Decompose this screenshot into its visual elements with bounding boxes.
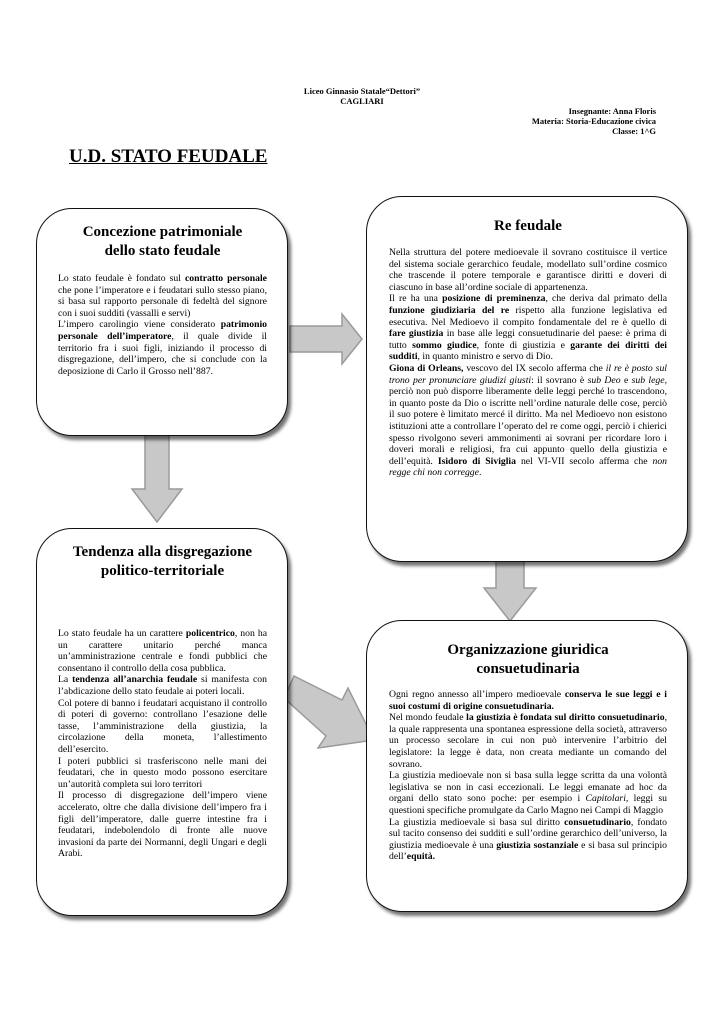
box-body: Lo stato feudale è fondato sul contratto personale che pone l’imperatore e i feudatari sullo stesso piano, si basa sul rapporto personale di fedeltà del signore con i suoi sudditi (vassalli e servi) L’impero carolingio viene considerato patrimonio personale dell’imperatore, il quale divide il territorio fra i suoi figli, iniziando il processo di disgregazione, dell’impero, che si conclude con la deposizione di Carlo il Grosso nell’887. bbox=[58, 273, 267, 377]
box-feudal-king bbox=[366, 196, 688, 562]
box-disintegration-tendency bbox=[36, 528, 288, 916]
box-body: Nella struttura del potere medioevale il sovrano costituisce il vertice del sistema sociale gerarchico feudale, modellato sull’ordine cosmico che trascende il potere temporale e garantisce diritti e doveri di ciascuno in base all’ordine sociale di appartenenza. Il re ha una posizione di preminenza, che deriva dal primato della funzione giudiziaria del re rispetto alla funzione legislativa ed esecutiva. Nel Medioevo il compito fondamentale del re è quello di fare giustizia in base alle leggi consuetudinarie del paese: è prima di tutto sommo giudice, fonte di giustizia e garante dei diritti dei sudditi, in quanto ministro e servo di Dio. Giona di Orleans, vescovo del IX secolo afferma che il re è posto sul trono per pronunciare giudizi giusti: il sovrano è sub Deo e sub lege, perciò non può disporre liberamente delle leggi perché lo trascendono, in quanto poste da Dio o iscritte nell’ordine naturale delle cose, perciò il suo potere è limitato mercé il diritto. Ma nel Medioevo non esistono istituzioni atte a controllare l’operato del re come oggi, perciò i chierici spesso rivolgono severi ammonimenti ai sovrani per ricordare loro i doveri morali e religiosi, fra cui appunto quello della giustizia e dell’equità. Isidoro di Siviglia nel VI-VII secolo afferma che non regge chi non corregge. bbox=[389, 247, 668, 479]
subject-name: Materia: Storia-Educazione civica bbox=[531, 116, 656, 126]
box-heading: Organizzazione giuridica consuetudinaria bbox=[447, 642, 609, 677]
teacher-info bbox=[532, 106, 656, 136]
page-title: U.D. STATO FEUDALE bbox=[69, 146, 268, 167]
box-heading: Concezione patrimoniale dello stato feudale bbox=[82, 224, 243, 259]
school-city: CAGLIARI bbox=[340, 96, 384, 106]
arrow-down-icon bbox=[130, 425, 184, 525]
box-heading: Re feudale bbox=[494, 218, 562, 234]
arrow-down-icon bbox=[482, 558, 538, 624]
school-name: Liceo Ginnasio Statale“Dettori” bbox=[303, 86, 421, 96]
box-patrimonial-concept bbox=[36, 208, 288, 436]
box-body: Lo stato feudale ha un carattere policentrico, non ha un carattere unitario perché manca un’amministrazione centrale e fondi pubblici che consentano il controllo della cosa pubblica. La tendenza all’anarchia feudale si manifesta con l’abdicazione dello stato feudale ai poteri locali. Col potere di banno i feudatari acquistano il controllo di poteri di governo: controllano l’esazione delle tasse, l’amministrazione della giustizia, la circolazione della moneta, l’allestimento dell’esercito. I poteri pubblici si trasferiscono nelle mani dei feudatari, che in questo modo possono esercitare un’autorità completa sui loro territori Il processo di disgregazione dell’impero viene accelerato, oltre che dalla divisione dell’impero fra i figli dell’imperatore, dalle guerre intestine fra i feudatari, indebolendolo di fronte alle nuove invasioni da parte dei Normanni, degli Ungari e degli Arabi. bbox=[58, 628, 267, 860]
box-customary-legal-organization bbox=[366, 620, 688, 912]
school-header bbox=[0, 86, 724, 106]
box-body: Ogni regno annesso all’impero medioevale conserva le sue leggi e i suoi costumi di origine consuetudinaria. Nel mondo feudale la giustizia è fondata sul diritto consuetudinario, la quale rappresenta una spontanea espressione della società, attraverso un processo secolare in cui non può intervenire l’arbitrio del legislatore: la legge è data, non creata mediante un comando del sovrano. La giustizia medioevale non si basa sulla legge scritta da una volontà legislativa se non in casi eccezionali. Le leggi emanate ad hoc da organi dello stato sono poche: per esempio i Capitolari, leggi su questioni specifiche promulgate da Carlo Magno nei Campi di Maggio La giustizia medioevale si basa sul diritto consuetudinario, fondato sul tacito consenso dei sudditi e sull’ordine gerarchico dell’universo, la giustizia medioevale è una giustizia sostanziale e si basa sul principio dell’equità. bbox=[389, 689, 667, 863]
arrow-right-icon bbox=[288, 312, 366, 366]
class-name: Classe: 1^G bbox=[612, 126, 656, 136]
box-heading: Tendenza alla disgregazione politico-territoriale bbox=[72, 544, 253, 579]
arrow-diagonal-icon bbox=[282, 674, 378, 758]
teacher-name: Insegnante: Anna Floris bbox=[568, 106, 656, 116]
